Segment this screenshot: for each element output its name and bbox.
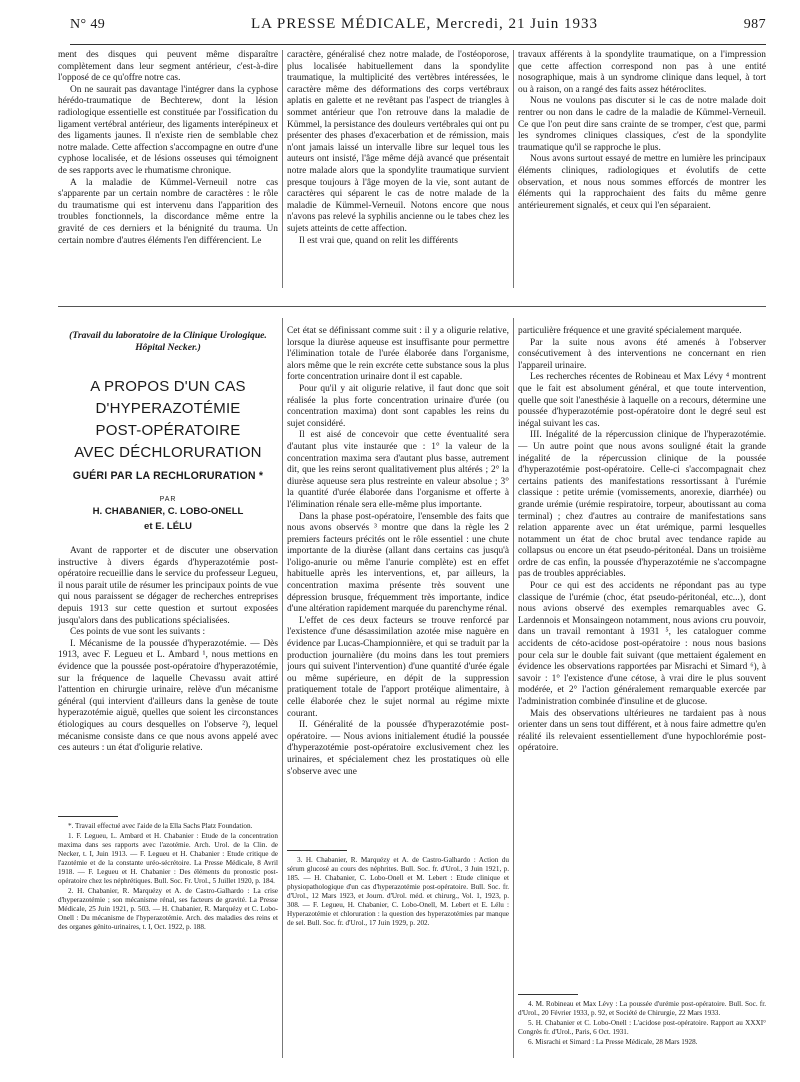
paragraph: Mais des observations ultérieures ne tardaient pas à nous orienter dans un sens tout différent, et à nous faire admettre qu'en réalité ils relevaient essentiellement d'une hypochlorémie post-opératoire. (518, 708, 766, 754)
article-column-1 (58, 546, 278, 802)
paragraph: Avant de rapporter et de discuter une observation instructive à divers égards d'hyperazotémie post-opératoire recueillie dans le service du professeur Legueu, il nous parait utile de résumer les principaux points de vue qui nous paraissent se dégager de recherches entreprises depuis 1913 sur cette question et surtout exposées jusqu'alors dans des publications spécialisées. (58, 546, 278, 626)
paragraph: Pour qu'il y ait oligurie relative, il faut donc que soit réalisée la plus forte concentration urinaire d'urée (ou concentration maxima) dont sont capables les reins du sujet considéré. (287, 383, 509, 429)
footnotes-column-1 (58, 822, 278, 1022)
footnote: 4. M. Robineau et Max Lévy : La poussée d'urémie post-opératoire. Bull. Soc. fr. d'Urol., 20 Février 1933, p. 92, et Société de Chirurgie, 22 Mars 1933. (518, 1000, 766, 1017)
paragraph: ment des disques qui peuvent même disparaître complètement dans leur segment antérieur, c'est-à-dire l'opposé de ce qu'offre notre cas. (58, 50, 278, 84)
paragraph: Les recherches récentes de Robineau et Max Lévy ⁴ montrent que le fait est absolument général, et que toute intervention, quelle que soit l'anesthésie à laquelle on a recours, détermine une poussée d'hyperazotémie post-opératoire dont le degré seul est inégal suivant les cas. (518, 372, 766, 429)
paragraph: On ne saurait pas davantage l'intégrer dans la cyphose hérédo-traumatique de Bechterew, dont la lésion radiologique essentielle est constituée par l'ossification du ligament vertébral antérieur, des ligaments interépineux et des ligaments jaunes. Il n'existe rien de semblable chez notre malade. Cette affection s'accompagne en outre d'une cyphose localisée, et de lésions osseuses qui témoignent de ses rapports avec le rhumatisme chronique. (58, 84, 278, 176)
paragraph: II. Généralité de la poussée d'hyperazotémie post-opératoire. — Nous avions initialement étudié la poussée d'hyperazotémie post-opératoire exclusivement chez les urinaires, et spécialement chez les prostatiques où elle s'observe avec une (287, 720, 509, 777)
paragraph: Nous avons surtout essayé de mettre en lumière les principaux éléments cliniques, radiologiques et évolutifs de cette observation, et nous nous sommes efforcés de montrer les éléments qui la rapprochaient des faits du même genre antérieurement signalés, et ceux qui l'en séparaient. (518, 154, 766, 211)
column-divider (513, 318, 514, 1058)
column-divider (513, 50, 514, 288)
article-subtitle: GUÉRI PAR LA RECHLORURATION * (72, 470, 264, 482)
footnote: 3. H. Chabanier, R. Marquézy et A. de Castro-Galhardo : Action du sérum glucosé au cours des néphrites. Bull. Soc. fr. d'Urol., 3 Juin 1921, p. 185. — H. Chabanier, C. Lobo-Onell et M. Lebert : Etude clinique et physiopathologique d'un cas d'hyperazotémie post-opératoire. Bull. Soc. fr. d'Urol., 12 Mars 1923, et Journ. d'Urol. méd. et chirurg., Vol. 1, 1923, p. 308. — F. Legueu, H. Chabanier, C. Lobo-Onell, M. Lebert et E. Lélu : Hyperazotémie et chloruration : la question des hyperazotémies par manque de sel. Bull. Soc. fr. d'Urol., 17 Juin 1929, p. 202. (287, 856, 509, 927)
article-title-line: A PROPOS D'UN CAS (90, 378, 246, 395)
paragraph: L'effet de ces deux facteurs se trouve renforcé par l'existence d'une désassimilation azotée mise naguère en évidence par Lucas-Championnière, et qui se traduit par la production journalière (du moins dans les tout premiers jours qui suivent l'intervention) d'une quantité d'urée égale ou même supérieure, en dépit de la suppression pratiquement totale de l'apport protéique alimentaire, à celle élaborée chez le sujet normal au régime mixte courant. (287, 615, 509, 719)
authors-line: et E. LÉLU (144, 521, 192, 532)
footnote: 5. H. Chabanier et C. Lobo-Onell : L'acidose post-opératoire. Rapport au XXXI° Congrès fr. d'Urol., Paris, 6 Oct. 1931. (518, 1019, 766, 1036)
paragraph: Dans la phase post-opératoire, l'ensemble des faits que nous avons observés ³ montre que dans la règle les 2 premiers facteurs précités ont le rôle essentiel : une chute importante de la diurèse (allant dans certains cas jusqu'à l'oligo-anurie ou même l'anurie complète) est en effet habituelle après les interventions, et, par ailleurs, la concentration maxima présente très souvent une dépression brusque, fréquemment très importante, indice d'une altération rapidement marquée du parenchyme rénal. (287, 511, 509, 615)
footnote-rule (58, 816, 118, 817)
laboratory-note: (Travail du laboratoire de la Clinique Urologique. Hôpital Necker.) (69, 330, 267, 353)
footnote: 1. F. Legueu, L. Ambard et H. Chabanier : Etude de la concentration maxima dans ses rapports avec l'azotémie. Arch. Urol. de la Clin. de Necker, t. I, Juin 1913. — F. Legueu et H. Chabanier : Etude critique de l'azotémie et de la constante uréo-sécrétoire. La Presse Médicale, 8 Avril 1918. — F. Legueu et H. Chabanier : Des éléments du pronostic post-opératoire chez les néphrétiques. Bull. Soc. Fr. Urol., 5 Juillet 1920, p. 184. (58, 832, 278, 885)
article-title-line: D'HYPERAZOTÉMIE (95, 400, 241, 417)
article-title-line: POST-OPÉRATOIRE (95, 422, 241, 439)
article-title-block (60, 376, 276, 533)
paragraph: III. Inégalité de la répercussion clinique de l'hyperazotémie. — Un autre point que nous avons souligné était la grande inégalité de la répercussion clinique de la poussée d'hyperazotémie post-opératoire. Celle-ci s'accompagnait chez certains patients des manifestations ressortissant à l'urémie classique : petite urémie (vomissements, anorexie, diarrhée) ou grande urémie (urémie respiratoire, torpeur, aboutissant au coma terminal) ; chez d'autres au contraire de manifestations sans relation apparente avec un état urémique, parmi lesquelles notamment un état de choc brutal avec tendance rapide au collapsus ou encore un état pseudo-péritonéal. Dans un troisième ordre de cas enfin, la poussée d'hyperazotémie ne s'accompagne pas de troubles appréciables. (518, 430, 766, 580)
authors-line: H. CHABANIER, C. LOBO-ONELL (92, 506, 244, 517)
paragraph: Pour ce qui est des accidents ne répondant pas au type classique de l'urémie (choc, état pseudo-péritonéal, etc...), dont nous avions observé des exemples remarquables avec G. Lardennois et Monsaingeon notamment, nous avions cru pouvoir, dans un travail remontant à 1931 ⁵, les cataloguer comme accidents de céto-acidose post-opératoire : nous nous basions pour cela sur le double fait suivant (que mettaient également en évidence les observations rapportées par Misrachi et Simard ⁶), à savoir : 1° l'existence d'une cétose, à vrai dire le plus souvent modérée, et 2° l'action généralement remarquable exercée par l'administration combinée d'insuline et de glucose. (518, 581, 766, 707)
issue-number: N° 49 (70, 17, 106, 32)
paragraph: Il est vrai que, quand on relit les différents (299, 235, 458, 246)
footnote: 6. Misrachi et Simard : La Presse Médicale, 28 Mars 1928. (528, 1038, 698, 1046)
paragraph: particulière fréquence et une gravité spécialement marquée. (518, 326, 742, 336)
footnote: *. Travail effectué avec l'aide de la Ella Sachs Platz Foundation. (68, 822, 253, 830)
paragraph: Cet état se définissant comme suit : il y a oligurie relative, lorsque la diurèse aqueuse est insuffisante pour permettre l'élimination totale de l'urée élaborée dans l'organisme, alors même que le rein excréte cette substance sous la plus forte concentration urinaire dont il est capable. (287, 326, 509, 383)
footnote-rule (287, 850, 347, 851)
footnotes-column-3 (518, 1000, 766, 1070)
previous-article-column-2 (287, 50, 509, 270)
paragraph: Ces points de vue sont les suivants : (70, 627, 206, 638)
previous-article-column-1 (58, 50, 278, 270)
column-divider (282, 50, 283, 288)
column-divider (282, 318, 283, 1058)
paragraph: I. Mécanisme de la poussée d'hyperazotémie. — Dès 1913, avec F. Legueu et L. Ambard ¹, nous mettions en évidence que la poussée post-opératoire d'hyperazotémie, sur la fréquence de laquelle Chevassu avait attiré l'attention en chirurgie urinaire, relève d'un mécanisme général (qui intervient d'ailleurs dans la genèse de toute hyperazotémie aiguë, quelles que soient les circonstances étiologiques au cours desquelles on l'observe ²), lequel mécanisme consiste dans ce que nous avons appelé avec ces auteurs : un état d'oligurie relative. (58, 638, 278, 754)
paragraph: Il est aisé de concevoir que cette éventualité sera d'autant plus vite instaurée que : 1° la valeur de la concentration maxima sera d'autant plus basse, autrement dit, que les reins seront qualitativement plus altérés ; 2° la diurèse aqueuse sera plus restreinte en valeur absolue ; 3° la quantité d'urée élaborée dans l'organisme et offerte à l'élimination rénale sera elle-même plus importante. (287, 430, 509, 510)
page-header (70, 16, 766, 45)
footnotes-column-2 (287, 856, 509, 996)
section-divider (58, 306, 766, 307)
journal-title: LA PRESSE MÉDICALE, Mercredi, 21 Juin 1933 (251, 16, 598, 32)
page-number: 987 (743, 17, 766, 32)
article-column-3 (518, 326, 766, 974)
paragraph: travaux afférents à la spondylite traumatique, on a l'impression que cette affection correspond non pas à une entité nosographique, mais à un syndrome clinique dans lequel, à tort ou à raison, on a rangé des faits assez hétéroclites. (518, 50, 766, 95)
footnote: 2. H. Chabanier, R. Marquézy et A. de Castro-Galhardo : La crise d'hyperazotémie ; son mécanisme rénal, ses facteurs de gravité. La Presse Médicale, 25 Juin 1921, p. 503. — H. Chabanier, R. Marquézy et C. Lobo-Onell : Du mécanisme de l'hyperazotémie. Arch. des maladies des reins et des organes génito-urinaires, t. I, Oct. 1922, p. 188. (58, 887, 278, 931)
paragraph: Nous ne voulons pas discuter si le cas de notre malade doit rentrer ou non dans le cadre de la maladie de Kümmel-Verneuil. Ce que l'on peut dire sans crainte de se tromper, c'est que, parmi les syndromes cliniques classiques, c'est de la spondylite traumatique qu'il se rapproche le plus. (518, 96, 766, 153)
footnote-rule (518, 994, 578, 995)
article-title-line: AVEC DÉCHLORURATION (74, 444, 262, 461)
previous-article-column-3 (518, 50, 766, 270)
article-column-2 (287, 326, 509, 820)
byline-par: PAR (159, 496, 177, 503)
paragraph: A la maladie de Kümmel-Verneuil notre cas s'apparente par un certain nombre de caractères : le rôle du traumatisme qui est intervenu dans l'apparition des troubles fonctionnels, la discordance même entre la gravité de ces derniers et la bénignité du trauma. Un certain nombre d'autres éléments l'en différencient. Le (58, 177, 278, 246)
paragraph: Par la suite nous avons été amenés à l'observer consécutivement à des interventions ne concernant en rien l'appareil urinaire. (518, 337, 766, 371)
paragraph: caractère, généralisé chez notre malade, de l'ostéoporose, plus localisée habituellement dans la spondylite traumatique, la multiplicité des vertèbres intéressées, le caractère même des déformations des corps vertébraux aplatis en galette et ne revêtant pas l'aspect de triangles à sommet antérieur que l'on retrouve dans la maladie de Kümmel, la persistance des douleurs vertébrales qui ont pu présenter des phases d'exacerbation et de rémission, mais n'ont jamais laissé un intervalle libre sur lequel tous les auteurs ont insisté, l'âge même déjà avancé que présentait notre malade alors que la spondylite traumatique survient presque toujours à l'âge moyen de la vie, sont autant de caractères qui séparent le cas de notre malade de la maladie de Kümmel-Verneuil. Notons encore que nous n'avons pas relevé la syphilis ancienne ou le tabes chez les sujets atteints de cette affection. (287, 50, 509, 234)
